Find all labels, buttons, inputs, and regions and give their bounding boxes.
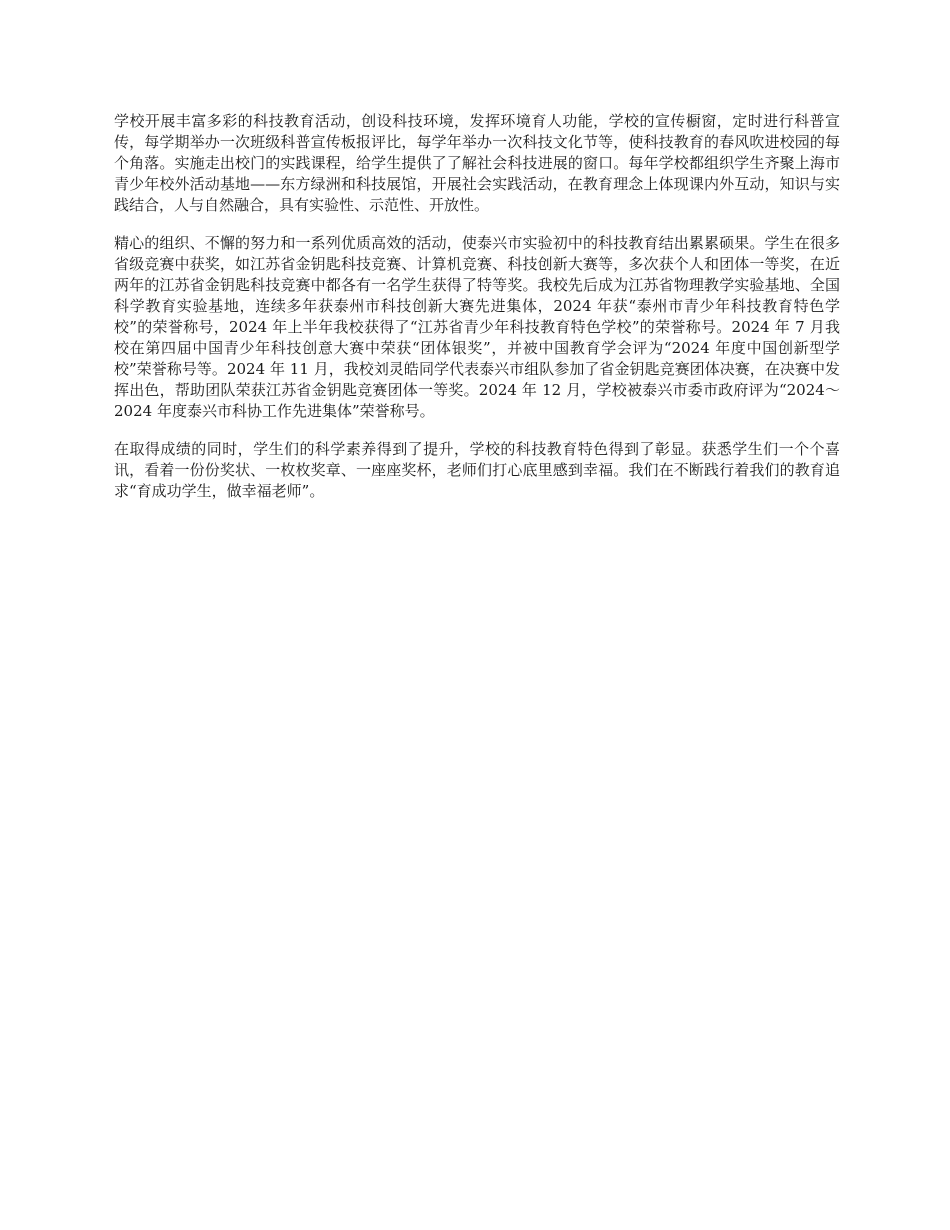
paragraph-achievements: 精心的组织、不懈的努力和一系列优质高效的活动，使泰兴市实验初中的科技教育结出累累硕果。学生在很多省级竞赛中获奖，如江苏省金钥匙科技竞赛、计算机竞赛、科技创新大赛等，多次获个人和团体一等奖，在近两年的江苏省金钥匙科技竞赛中都各有一名学生获得了特等奖。我校先后成为江苏省物理教学实验基地、全国科学教育实验基地，连续多年获泰州市科技创新大赛先进集体，2024 年获“泰州市青少年科技教育特色学校”的荣誉称号，2024 年上半年我校获得了“江苏省青少年科技教育特色学校”的荣誉称号。2024 年 7 月我校在第四届中国青少年科技创意大赛中荣获“团体银奖”，并被中国教育学会评为“2024 年度中国创新型学校”荣誉称号等。2024 年 11 月，我校刘灵皓同学代表泰兴市组队参加了省金钥匙竞赛团体决赛，在决赛中发挥出色，帮助团队荣获江苏省金钥匙竞赛团体一等奖。2024 年 12 月，学校被泰兴市委市政府评为“2024～2024 年度泰兴市科协工作先进集体”荣誉称号。 — [114, 234, 840, 420]
document-body — [114, 111, 840, 519]
paragraph-science-activities: 学校开展丰富多彩的科技教育活动，创设科技环境，发挥环境育人功能，学校的宣传橱窗，定时进行科普宣传，每学期举办一次班级科普宣传板报评比，每学年举办一次科技文化节等，使科技教育的春风吹进校园的每个角落。实施走出校门的实践课程，给学生提供了了解社会科技进展的窗口。每年学校都组织学生齐聚上海市青少年校外活动基地——东方绿洲和科技展馆，开展社会实践活动，在教育理念上体现课内外互动，知识与实践结合，人与自然融合，具有实验性、示范性、开放性。 — [114, 112, 840, 214]
paragraph-conclusion: 在取得成绩的同时，学生们的科学素养得到了提升，学校的科技教育特色得到了彰显。获悉学生们一个个喜讯，看着一份份奖状、一枚枚奖章、一座座奖杯，老师们打心底里感到幸福。我们在不断践行着我们的教育追求“育成功学生，做幸福老师”。 — [114, 440, 840, 500]
